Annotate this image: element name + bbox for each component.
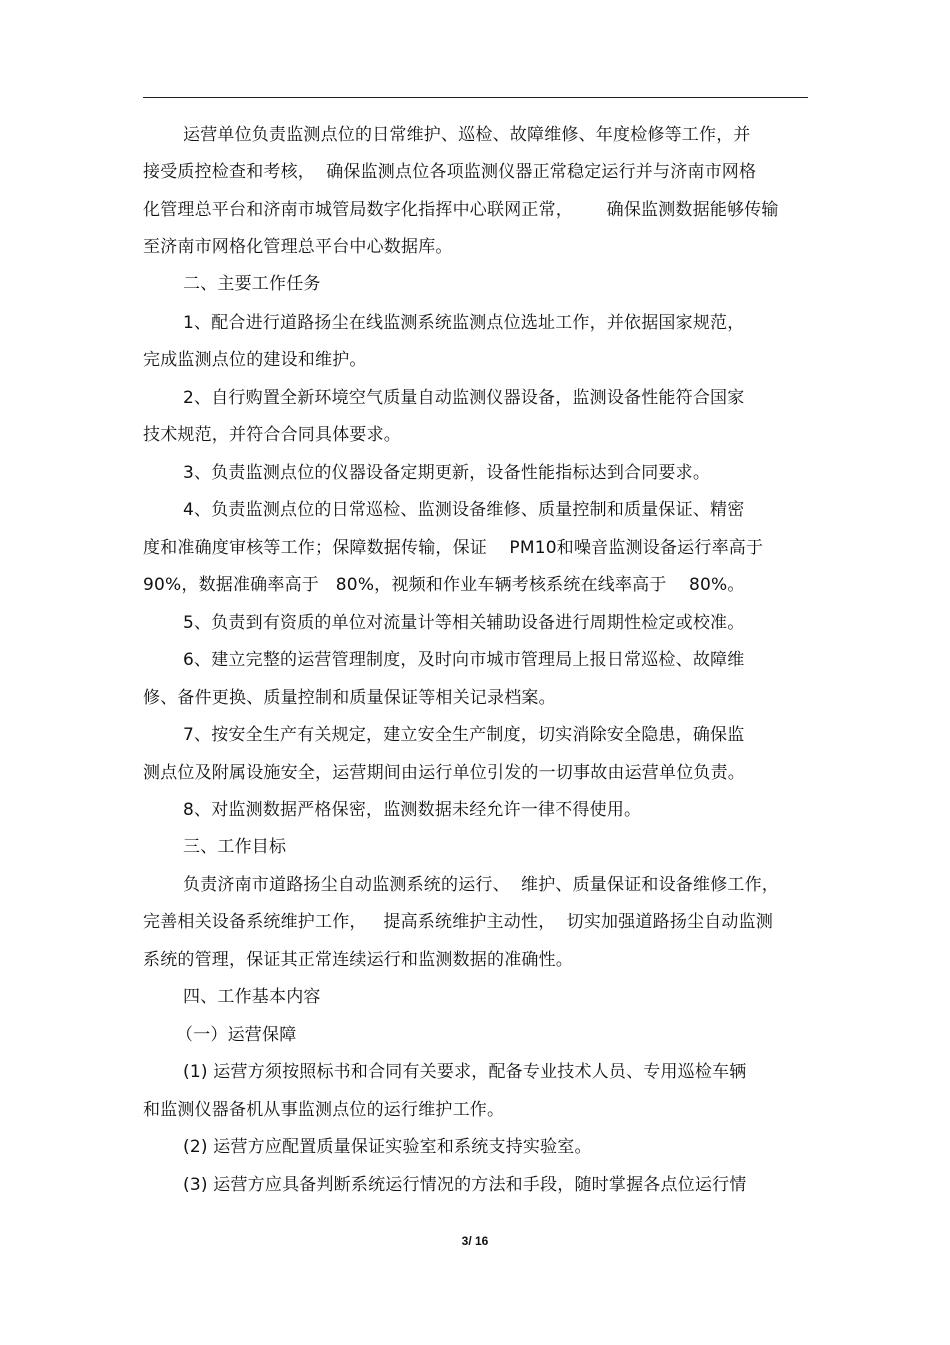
text-line: 度和准确度审核等工作；保障数据传输，保证 PM10和噪音监测设备运行率高于 bbox=[143, 538, 764, 558]
section-heading: 四、工作基本内容 bbox=[183, 987, 321, 1007]
subsection-heading: （一）运营保障 bbox=[176, 1025, 297, 1045]
header-rule bbox=[143, 97, 808, 98]
text-line: 化管理总平台和济南市城管局数字化指挥中心联网正常， 确保监测数据能够传输 bbox=[143, 200, 779, 220]
text-line: 4、负责监测点位的日常巡检、监测设备维修、质量控制和质量保证、精密 bbox=[183, 500, 745, 520]
text-line: 1、配合进行道路扬尘在线监测系统监测点位选址工作，并依据国家规范， bbox=[183, 313, 745, 333]
text-line: 技术规范，并符合合同具体要求。 bbox=[143, 425, 401, 445]
text-line: 完善相关设备系统维护工作， 提高系统维护主动性， 切实加强道路扬尘自动监测 bbox=[143, 912, 774, 932]
text-line: (2) 运营方应配置质量保证实验室和系统支持实验室。 bbox=[183, 1137, 592, 1157]
text-line: 负责济南市道路扬尘自动监测系统的运行、 维护、质量保证和设备维修工作， bbox=[183, 875, 780, 895]
text-line: 修、备件更换、质量控制和质量保证等相关记录档案。 bbox=[143, 688, 556, 708]
text-line: 运营单位负责监测点位的日常维护、巡检、故障维修、年度检修等工作，并 bbox=[183, 125, 751, 145]
text-line: (3) 运营方应具备判断系统运行情况的方法和手段，随时掌握各点位运行情 bbox=[183, 1175, 747, 1195]
text-line: 8、对监测数据严格保密，监测数据未经允许一律不得使用。 bbox=[183, 800, 642, 820]
text-line: 测点位及附属设施安全，运营期间由运行单位引发的一切事故由运营单位负责。 bbox=[143, 763, 745, 783]
text-line: 完成监测点位的建设和维护。 bbox=[143, 350, 367, 370]
text-line: 和监测仪器备机从事监测点位的运行维护工作。 bbox=[143, 1100, 505, 1120]
section-heading: 三、工作目标 bbox=[183, 837, 287, 857]
text-line: 3、负责监测点位的仪器设备定期更新，设备性能指标达到合同要求。 bbox=[183, 463, 711, 483]
text-line: 6、建立完整的运营管理制度，及时向市城市管理局上报日常巡检、故障维 bbox=[183, 650, 745, 670]
text-line: 系统的管理，保证其正常连续运行和监测数据的准确性。 bbox=[143, 950, 573, 970]
text-line: 90%，数据准确率高于 80%，视频和作业车辆考核系统在线率高于 80%。 bbox=[143, 575, 745, 595]
text-line: (1) 运营方须按照标书和合同有关要求，配备专业技术人员、专用巡检车辆 bbox=[183, 1062, 747, 1082]
text-line: 接受质控检查和考核， 确保监测点位各项监测仪器正常稳定运行并与济南市网格 bbox=[143, 162, 757, 182]
text-line: 至济南市网格化管理总平台中心数据库。 bbox=[143, 237, 453, 257]
page-number: 3/ 16 bbox=[461, 1234, 489, 1248]
text-line: 7、按安全生产有关规定，建立安全生产制度，切实消除安全隐患，确保监 bbox=[183, 725, 745, 745]
section-heading: 二、主要工作任务 bbox=[183, 274, 321, 294]
text-line: 2、自行购置全新环境空气质量自动监测仪器设备，监测设备性能符合国家 bbox=[183, 388, 745, 408]
text-line: 5、负责到有资质的单位对流量计等相关辅助设备进行周期性检定或校准。 bbox=[183, 613, 745, 633]
